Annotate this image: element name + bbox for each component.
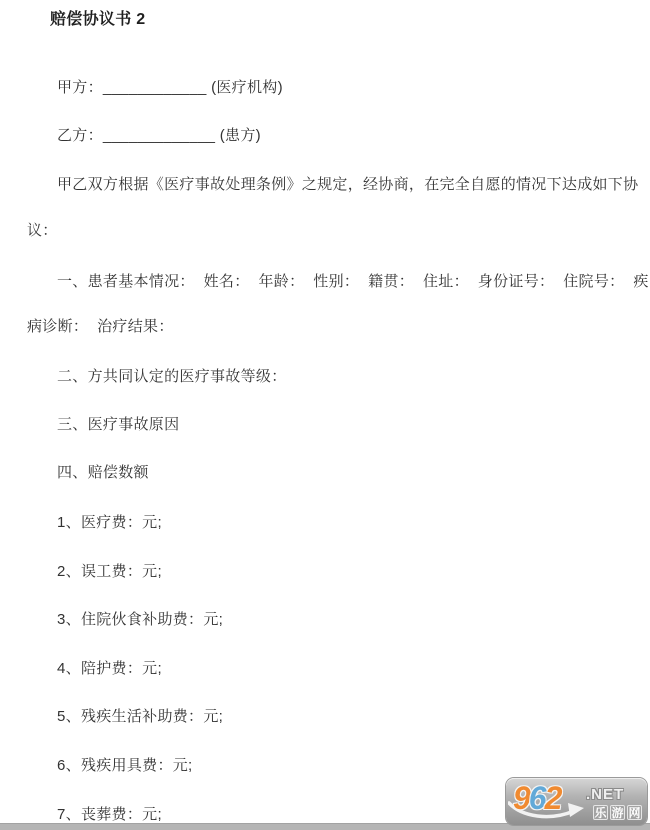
logo-site-name [593, 805, 642, 820]
logo-digit-9: 9 [513, 780, 529, 816]
preamble-line-1: 甲乙双方根据《医疗事故处理条例》之规定，经协商，在完全自愿的情况下达成如下协 [57, 176, 639, 193]
patient-info-line-1: 一、患者基本情况： 姓名： 年龄： 性别： 籍贯： 住址： 身份证号： 住院号： 疾 [57, 273, 649, 290]
962net-logo-watermark [506, 778, 647, 825]
logo-tld: .NET [586, 786, 625, 803]
logo-site-name-char-3: 网 [628, 806, 641, 820]
document-title: 赔偿协议书 2 [50, 11, 146, 28]
logo-site-name-char-2: 游 [611, 806, 624, 820]
item-disability-living-subsidy: 5、残疾生活补助费：元; [57, 708, 224, 725]
party-a-line: 甲方：____________ (医疗机构) [57, 79, 283, 96]
logo-site-name-char-1: 乐 [594, 806, 607, 820]
logo-digit-6: 6 [528, 780, 545, 816]
logo-digit-2: 2 [544, 780, 561, 816]
section-compensation-amount: 四、赔偿数额 [57, 464, 149, 481]
preamble-line-2: 议： [27, 222, 58, 239]
item-lost-work-fee: 2、误工费：元; [57, 563, 162, 580]
logo-number [513, 778, 560, 818]
item-disability-equipment-fee: 6、残疾用具费：元; [57, 757, 193, 774]
patient-info-line-2: 病诊断： 治疗结果： [27, 318, 174, 335]
item-funeral-fee: 7、丧葬费：元; [57, 806, 162, 823]
party-b-line: 乙方：_____________ (患方) [57, 127, 261, 144]
item-nursing-fee: 4、陪护费：元; [57, 660, 162, 677]
section-accident-grade: 二、方共同认定的医疗事故等级： [57, 368, 287, 385]
section-accident-cause: 三、医疗事故原因 [57, 416, 180, 433]
item-hospital-meal-subsidy: 3、住院伙食补助费：元; [57, 611, 224, 628]
item-medical-fee: 1、医疗费：元; [57, 514, 162, 531]
